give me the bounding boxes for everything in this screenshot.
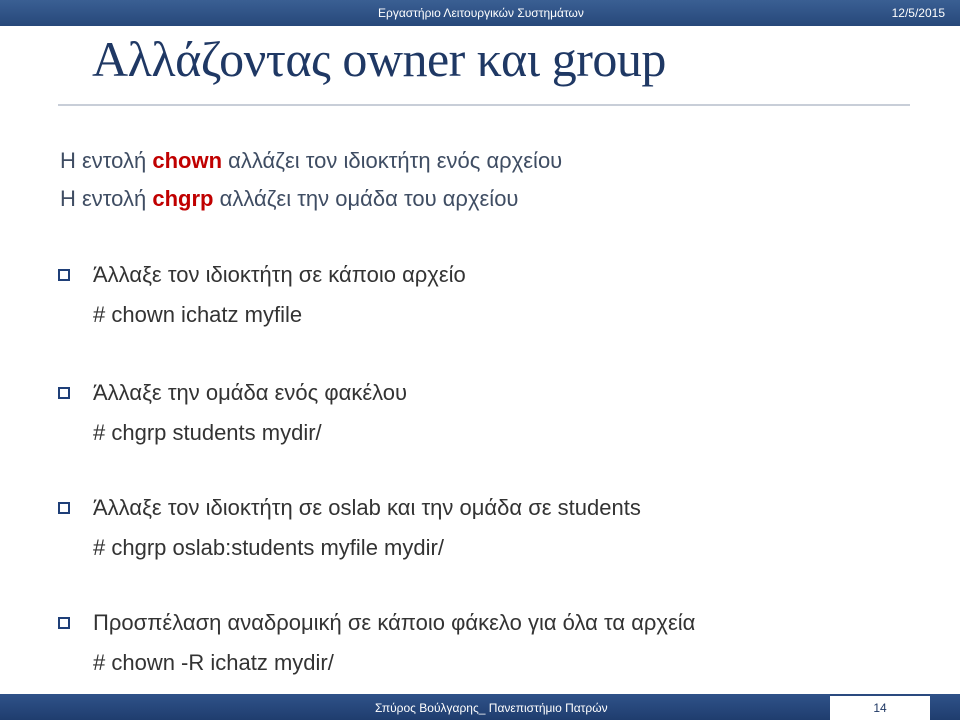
item-description: Άλλαξε την ομάδα ενός φακέλου (93, 380, 408, 405)
square-bullet-icon (58, 269, 70, 281)
item-description: Προσπέλαση αναδρομική σε κάποιο φάκελο για όλα τα αρχεία (93, 610, 696, 635)
item-command: # chown -R ichatz mydir/ (93, 650, 334, 675)
page-number-box (830, 694, 930, 720)
item-description: Άλλαξε τον ιδιοκτήτη σε oslab και την ομάδα σε students (93, 495, 641, 520)
title-divider (58, 104, 910, 106)
command-keyword: chgrp (152, 186, 214, 211)
square-bullet-icon (58, 502, 70, 514)
page-number: 14 (873, 701, 887, 715)
intro-line-chown (60, 148, 562, 174)
lab-name: Εργαστήριο Λειτουργικών Συστημάτων (378, 6, 584, 20)
item-command: # chgrp oslab:students myfile mydir/ (93, 535, 444, 560)
item-description: Άλλαξε τον ιδιοκτήτη σε κάποιο αρχείο (93, 262, 466, 287)
square-bullet-icon (58, 387, 70, 399)
command-keyword: chown (152, 148, 223, 173)
header-bar (0, 0, 960, 26)
author-credit: Σπύρος Βούλγαρης_ Πανεπιστήμιο Πατρών (375, 701, 608, 715)
intro-suffix: αλλάζει την ομάδα του αρχείου (213, 186, 519, 211)
item-command: # chgrp students mydir/ (93, 420, 322, 445)
intro-line-chgrp (60, 186, 518, 212)
intro-prefix: Η εντολή (60, 186, 153, 211)
slide-title: Αλλάζοντας owner και group (92, 31, 666, 87)
intro-suffix: αλλάζει τον ιδιοκτήτη ενός αρχείου (222, 148, 563, 173)
slide-date: 12/5/2015 (891, 6, 945, 20)
item-command: # chown ichatz myfile (93, 302, 303, 327)
square-bullet-icon (58, 617, 70, 629)
intro-prefix: Η εντολή (60, 148, 153, 173)
footer-bar (0, 694, 960, 720)
